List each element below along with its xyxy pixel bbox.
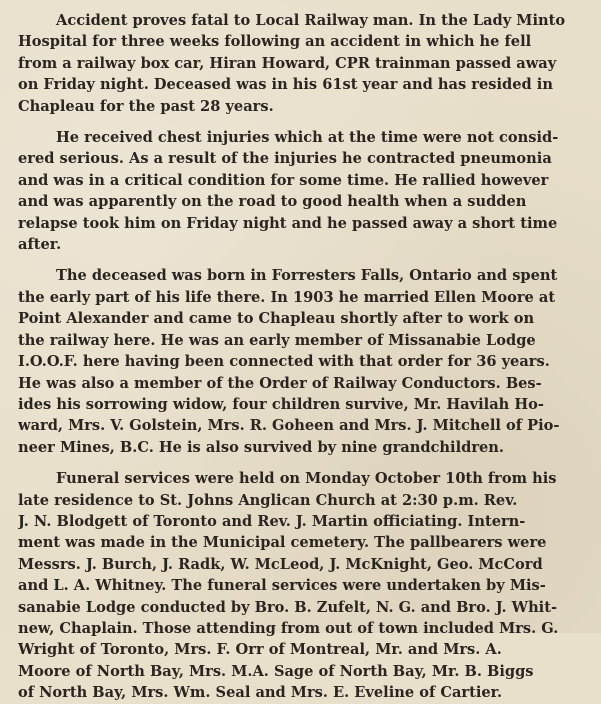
text-line: J. N. Blodgett of Toronto and Rev. J. Martin officiating. Intern- xyxy=(18,512,526,530)
text-line: Messrs. J. Burch, J. Radk, W. McLeod, J. McKnight, Geo. McCord xyxy=(18,555,543,573)
text-line: relapse took him on Friday night and he passed away a short time xyxy=(18,214,558,232)
text-line: and L. A. Whitney. The funeral services were undertaken by Mis- xyxy=(18,577,546,595)
text-line: ment was made in the Municipal cemetery. The pallbearers were xyxy=(18,534,547,552)
text-line: Wright of Toronto, Mrs. F. Orr of Montreal, Mr. and Mrs. A. xyxy=(18,641,502,659)
text-line: Chapleau for the past 28 years. xyxy=(18,97,274,115)
text-line: ward, Mrs. V. Golstein, Mrs. R. Goheen and Mrs. J. Mitchell of Pio- xyxy=(18,417,560,435)
text-line: The deceased was born in Forresters Falls, Ontario and spent xyxy=(56,267,558,285)
text-line: and was apparently on the road to good health when a sudden xyxy=(18,193,527,211)
article-paragraph-3 xyxy=(18,265,593,458)
text-line: of North Bay, Mrs. Wm. Seal and Mrs. E. Eveline of Cartier. xyxy=(18,684,503,702)
text-line: Hospital for three weeks following an accident in which he fell xyxy=(18,33,532,51)
text-line: from a railway box car, Hiran Howard, CPR trainman passed away xyxy=(18,54,557,72)
text-line: ered serious. As a result of the injuries he contracted pneumonia xyxy=(18,150,552,168)
text-line: sanabie Lodge conducted by Bro. B. Zufelt, N. G. and Bro. J. Whit- xyxy=(18,598,558,616)
text-line: neer Mines, B.C. He is also survived by nine grandchildren. xyxy=(18,438,504,456)
text-line: He received chest injuries which at the time were not consid- xyxy=(56,129,559,147)
text-line: ides his sorrowing widow, four children survive, Mr. Havilah Ho- xyxy=(18,395,544,413)
text-line: the early part of his life there. In 1903 he married Ellen Moore at xyxy=(18,288,556,306)
text-line: new, Chaplain. Those attending from out of town included Mrs. G. xyxy=(18,619,559,637)
article-paragraph-1 xyxy=(18,10,593,117)
text-line: Funeral services were held on Monday October 10th from his xyxy=(56,470,557,488)
text-line: after. xyxy=(18,236,62,254)
text-line: the railway here. He was an early member of Missanabie Lodge xyxy=(18,331,536,349)
text-line: late residence to St. Johns Anglican Church at 2:30 p.m. Rev. xyxy=(18,491,518,509)
text-line: Point Alexander and came to Chapleau shortly after to work on xyxy=(18,310,535,328)
text-line: and was in a critical condition for some time. He rallied however xyxy=(18,171,549,189)
article-paragraph-2 xyxy=(18,127,593,255)
text-line: on Friday night. Deceased was in his 61st year and has resided in xyxy=(18,76,553,94)
text-line: Accident proves fatal to Local Railway man. In the Lady Minto xyxy=(56,12,566,29)
text-line: Moore of North Bay, Mrs. M.A. Sage of North Bay, Mr. B. Biggs xyxy=(18,662,534,680)
text-line: He was also a member of the Order of Railway Conductors. Bes- xyxy=(18,374,542,392)
text-line: I.O.O.F. here having been connected with that order for 36 years. xyxy=(18,353,550,371)
article-paragraph-4 xyxy=(18,468,593,703)
